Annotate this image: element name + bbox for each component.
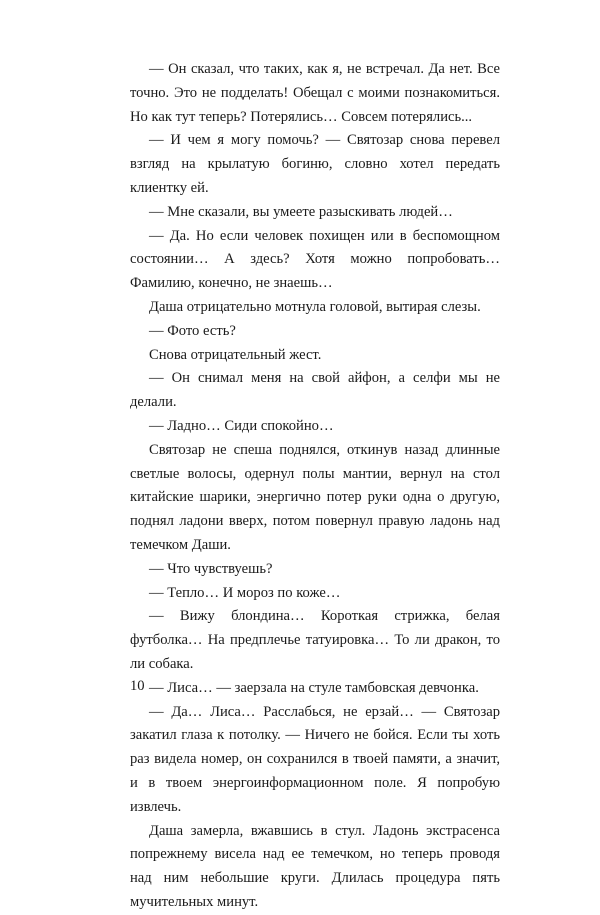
paragraph: — Он сказал, что таких, как я, не встречал. Да нет. Все точно. Это не подделать! Обещал с моими познакомиться. Но как тут теперь? Потерялись… Совсем потерялись... xyxy=(130,61,500,125)
paragraph: Даша замерла, вжавшись в стул. Ладонь экстрасенса попрежнему висела над ее темечком, но теперь проводя над ним небольшие круги. Длилась процедура пять мучительных минут. xyxy=(130,822,500,910)
paragraph: — Тепло… И мороз по коже… xyxy=(149,584,341,601)
paragraph: Даша отрицательно мотнула головой, вытирая слезы. xyxy=(149,298,481,315)
paragraph: Снова отрицательный жест. xyxy=(149,346,322,363)
paragraph: — И чем я могу помочь? — Святозар снова перевел взгляд на крылатую богиню, словно хотел передать клиентку ей. xyxy=(130,132,500,196)
paragraph: — Что чувствуешь? xyxy=(149,560,273,577)
paragraph: — Мне сказали, вы умеете разыскивать людей… xyxy=(149,203,453,220)
paragraph: — Вижу блондина… Короткая стрижка, белая футболка… На предплечье татуировка… То ли дракон, то ли собака. xyxy=(130,608,500,672)
paragraph: — Да. Но если человек похищен или в беспомощном состоянии… А здесь? Хотя можно попробовать… Фамилию, конечно, не знаешь… xyxy=(130,227,500,292)
paragraph: — Он снимал меня на свой айфон, а селфи мы не делали. xyxy=(130,370,500,411)
paragraph: — Да… Лиса… Расслабься, не ерзай… — Святозар закатил глаза к потолку. — Ничего не бойся. Если ты хоть раз видела номер, он сохранился в твоей памяти, а значит, и в твоем энергоинформационном поле. Я попробую извлечь. xyxy=(130,703,500,815)
paragraph: — Фото есть? xyxy=(149,322,236,339)
paragraph: — Лиса… — заерзала на стуле тамбовская девчонка. xyxy=(149,679,479,696)
page-number: 10 xyxy=(130,678,145,694)
page-body xyxy=(130,58,500,915)
paragraph: Святозар не спеша поднялся, откинув назад длинные светлые волосы, одернул полы мантии, вернул на стол китайские шарики, энергично потер руки одна о другую, поднял ладони вверх, потом повернул правую ладонь над темечком Даши. xyxy=(130,441,500,553)
paragraph: — Ладно… Сиди спокойно… xyxy=(149,417,334,434)
